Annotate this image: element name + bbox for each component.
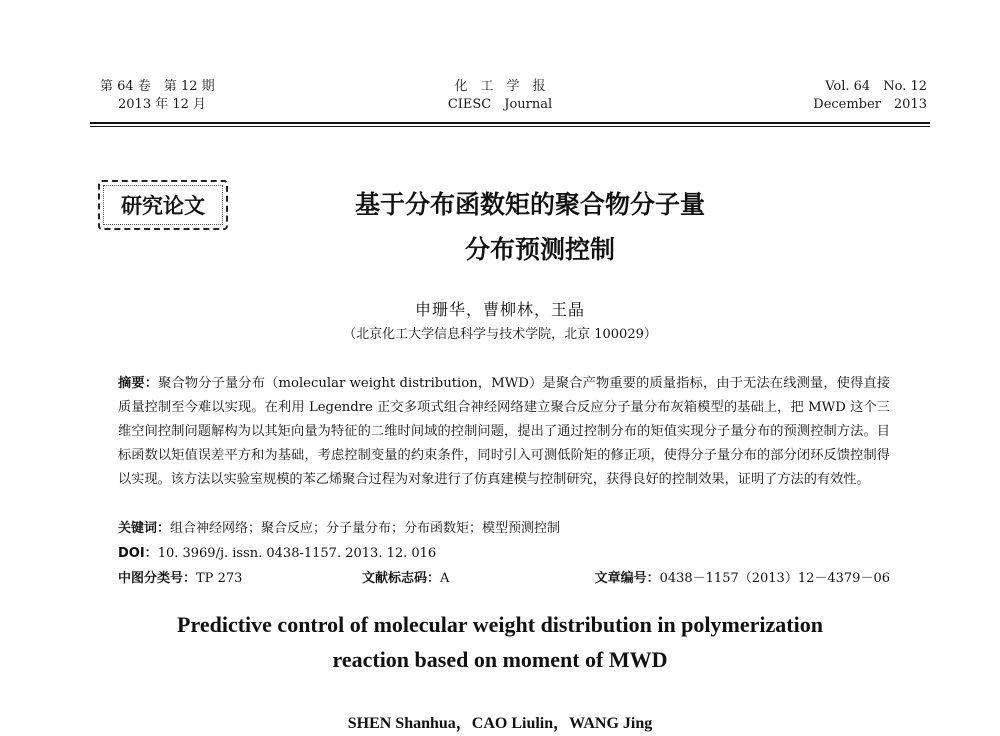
doc-value: A bbox=[440, 571, 450, 586]
title-cn-line2: 分布预测控制 bbox=[464, 235, 615, 264]
article-number bbox=[595, 567, 890, 586]
issue-cn: 第 64 卷 第 12 期 bbox=[100, 79, 215, 94]
doi bbox=[118, 542, 890, 561]
date-en: December 2013 bbox=[813, 97, 927, 112]
section-badge-label: 研究论文 bbox=[121, 194, 205, 218]
abstract-text: 聚合物分子量分布（molecular weight distribution，MWD）是聚合产物重要的质量指标，由于无法在线测量，使得直接质量控制至今难以实现。在利用 Legendre 正交多项式组合神经网络建立聚合反应分子量分布灰箱模型的基础上，把 MWD 这个三维空间控制问题解构为以其矩向量为特征的二维时间域的控制问题，提出了通过控制分布的矩值实现分子量分布的预测控制方法。目标函数以矩值误差平方和为基础，考虑控制变量的约束条件，同时引入可测低阶矩的修正项，使得分子量分布的部分闭环反馈控制得以实现。该方法以实验室规模的苯乙烯聚合过程为对象进行了仿真建模与控制研究，获得良好的控制效果，证明了方法的有效性。 bbox=[118, 376, 891, 487]
keywords-label: 关键词： bbox=[118, 521, 171, 536]
article-value: 0438－1157（2013）12－4379－06 bbox=[659, 571, 890, 586]
keywords bbox=[118, 517, 890, 536]
clc-value: TP 273 bbox=[196, 571, 243, 586]
article-label: 文章编号： bbox=[594, 571, 660, 586]
doc-label: 文献标志码： bbox=[362, 571, 441, 586]
authors-en: SHEN Shanhua，CAO Liulin，WANG Jing bbox=[347, 715, 653, 732]
abstract bbox=[118, 372, 890, 492]
title-en-line2: reaction based on moment of MWD bbox=[332, 647, 668, 672]
authors-cn: 申珊华，曹柳林，王晶 bbox=[414, 300, 585, 319]
header-right bbox=[813, 78, 927, 114]
document-code bbox=[362, 567, 449, 586]
affiliation-cn: （北京化工大学信息科学与技术学院，北京 100029） bbox=[343, 327, 657, 342]
keywords-text: 组合神经网络；聚合反应；分子量分布；分布函数矩；模型预测控制 bbox=[170, 521, 561, 536]
header-center bbox=[420, 78, 580, 114]
section-badge bbox=[98, 180, 228, 230]
abstract-label: 摘要： bbox=[118, 376, 159, 391]
clc-label: 中图分类号： bbox=[118, 571, 197, 586]
title-cn-line1: 基于分布函数矩的聚合物分子量 bbox=[354, 190, 705, 219]
title-en-line1: Predictive control of molecular weight distribution in polymerization bbox=[177, 612, 823, 637]
doi-text: 10. 3969/j. issn. 0438-1157. 2013. 12. 016 bbox=[157, 546, 437, 561]
header-left bbox=[100, 78, 215, 114]
header-rule-thick bbox=[90, 122, 930, 124]
doi-label: DOI： bbox=[118, 546, 158, 561]
journal-cn: 化 工 学 报 bbox=[454, 79, 546, 94]
journal-en: CIESC Journal bbox=[447, 97, 553, 112]
volume-en: Vol. 64 No. 12 bbox=[825, 79, 927, 94]
date-cn: 2013 年 12 月 bbox=[118, 97, 207, 112]
header-rule-thin bbox=[90, 126, 930, 127]
